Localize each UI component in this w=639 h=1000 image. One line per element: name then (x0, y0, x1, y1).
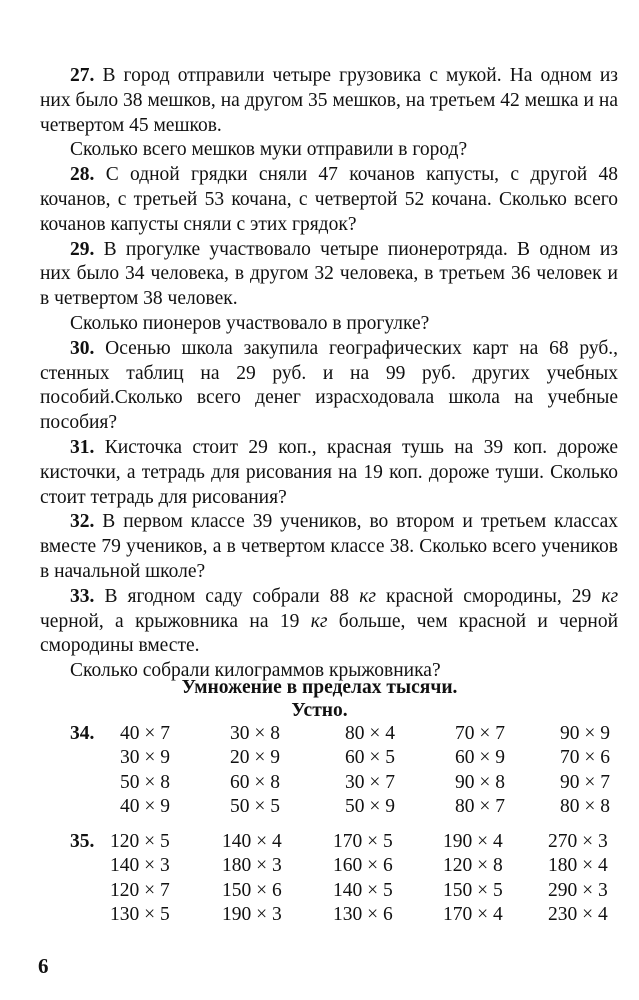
expression: 180 × 4 (548, 855, 608, 877)
problem-text: черной, а крыжовника на 19 (40, 610, 300, 632)
expression: 60 × 9 (455, 747, 505, 769)
expression: 90 × 7 (560, 771, 610, 793)
problem-number: 27. (70, 65, 95, 86)
page-number: 6 (38, 954, 49, 978)
problem-text: В прогулке участвовало четыре пионеротряда. В одном из них было 34 человека, в другом 32 человека, в третьем 36 человек и в четвертом 38 человек. (40, 238, 619, 310)
section-subtitle: Устно. (291, 700, 348, 721)
expression: 150 × 6 (222, 879, 282, 901)
expression: 90 × 9 (560, 723, 610, 744)
problem-text: В первом классе 39 учеников, во втором и третьем классах вместе 79 учеников, а в четвертом классе 38. Сколько всего учеников в начальной школе? (40, 511, 618, 582)
problem-text: красной смородины, 29 (386, 585, 592, 607)
expression: 150 × 5 (443, 879, 503, 901)
problem-text: В ягодном саду собрали 88 (104, 585, 350, 607)
expression: 60 × 5 (345, 747, 395, 769)
problem-30 (40, 337, 618, 436)
problem-text: Кисточка стоит 29 коп., красная тушь на 39 коп. дороже кисточки, а тетрадь для рисования на 19 коп. дороже туши. Сколько стоит тетрадь для рисования? (40, 436, 619, 508)
problem-29-question: Сколько пионеров участвовало в прогулке? (70, 312, 430, 334)
grid-row (70, 771, 620, 795)
problem-32 (40, 510, 618, 584)
grid-row (70, 903, 620, 927)
expression: 50 × 9 (345, 795, 395, 817)
problem-33 (40, 585, 618, 659)
expression: 170 × 4 (443, 903, 503, 925)
problem-27 (40, 64, 618, 138)
expression: 190 × 4 (443, 831, 503, 852)
expression: 30 × 8 (230, 723, 280, 744)
expression: 140 × 4 (222, 831, 282, 852)
problem-text: С одной грядки сняли 47 кочанов капусты, с другой 48 кочанов, с третьей 53 кочана, с четвертой 52 кочана. Сколько всего кочанов капусты сняли с этих грядок? (40, 164, 619, 235)
problem-number: 29. (70, 238, 95, 260)
problem-text: Осенью школа закупила географических карт на 68 руб., стенных таблиц на 29 руб. и на 99 руб. других учебных пособий.Сколько всего денег израсходовала школа на учебные пособия? (40, 337, 619, 434)
unit-kg: кг (310, 610, 328, 632)
problem-text: В город отправили четыре грузовика с мукой. На одном из них было 38 мешков, на другом 35 мешков, на третьем 42 мешка и на четвертом 45 мешков. (40, 65, 618, 136)
expression: 40 × 9 (120, 795, 170, 817)
grid-row (70, 879, 620, 903)
expression: 120 × 7 (110, 879, 170, 901)
unit-kg: кг (359, 585, 376, 607)
problem-number: 31. (70, 436, 95, 458)
grid-row (70, 746, 620, 770)
problem-33-question: Сколько собрали килограммов крыжовника? (70, 660, 441, 682)
expression: 130 × 5 (110, 903, 170, 925)
problem-list (40, 64, 618, 684)
exercise-number: 34. (70, 723, 95, 744)
expression: 160 × 6 (333, 855, 393, 877)
problem-number: 30. (70, 337, 95, 359)
grid-row (70, 854, 620, 878)
expression: 130 × 6 (333, 903, 393, 925)
problem-number: 32. (70, 511, 95, 533)
expression: 50 × 5 (230, 795, 280, 817)
expression: 30 × 9 (120, 747, 170, 769)
expression: 90 × 8 (455, 771, 505, 793)
grid-row (70, 830, 620, 854)
expression: 70 × 6 (560, 747, 610, 769)
expression: 20 × 9 (230, 747, 280, 769)
expression: 170 × 5 (333, 831, 393, 852)
exercise-35-grid (70, 830, 620, 927)
exercise-34-grid (70, 722, 620, 819)
grid-row (70, 722, 620, 746)
problem-31 (40, 436, 618, 510)
section-title: Умножение в пределах тысячи. (181, 677, 458, 698)
problem-28 (40, 163, 618, 237)
expression: 140 × 3 (110, 855, 170, 877)
problem-number: 33. (70, 585, 95, 607)
expression: 120 × 8 (443, 855, 503, 877)
expression: 180 × 3 (222, 855, 282, 877)
problem-number: 28. (70, 164, 95, 186)
grid-row (70, 795, 620, 819)
expression: 270 × 3 (548, 831, 608, 852)
expression: 120 × 5 (110, 831, 170, 852)
expression: 80 × 8 (560, 795, 610, 817)
problem-text: больше, чем красной и черной смородины вместе. (40, 610, 619, 657)
expression: 190 × 3 (222, 903, 282, 925)
expression: 80 × 4 (345, 723, 395, 744)
unit-kg: кг (601, 585, 619, 607)
expression: 80 × 7 (455, 795, 505, 817)
expression: 40 × 7 (120, 723, 170, 744)
expression: 60 × 8 (230, 771, 280, 793)
expression: 30 × 7 (345, 771, 395, 793)
exercise-number: 35. (70, 831, 95, 852)
expression: 140 × 5 (333, 879, 393, 901)
expression: 230 × 4 (548, 903, 608, 925)
problem-29 (40, 238, 618, 312)
expression: 290 × 3 (548, 879, 608, 901)
expression: 50 × 8 (120, 771, 170, 793)
problem-27-question: Сколько всего мешков муки отправили в город? (70, 139, 468, 161)
expression: 70 × 7 (455, 723, 505, 744)
